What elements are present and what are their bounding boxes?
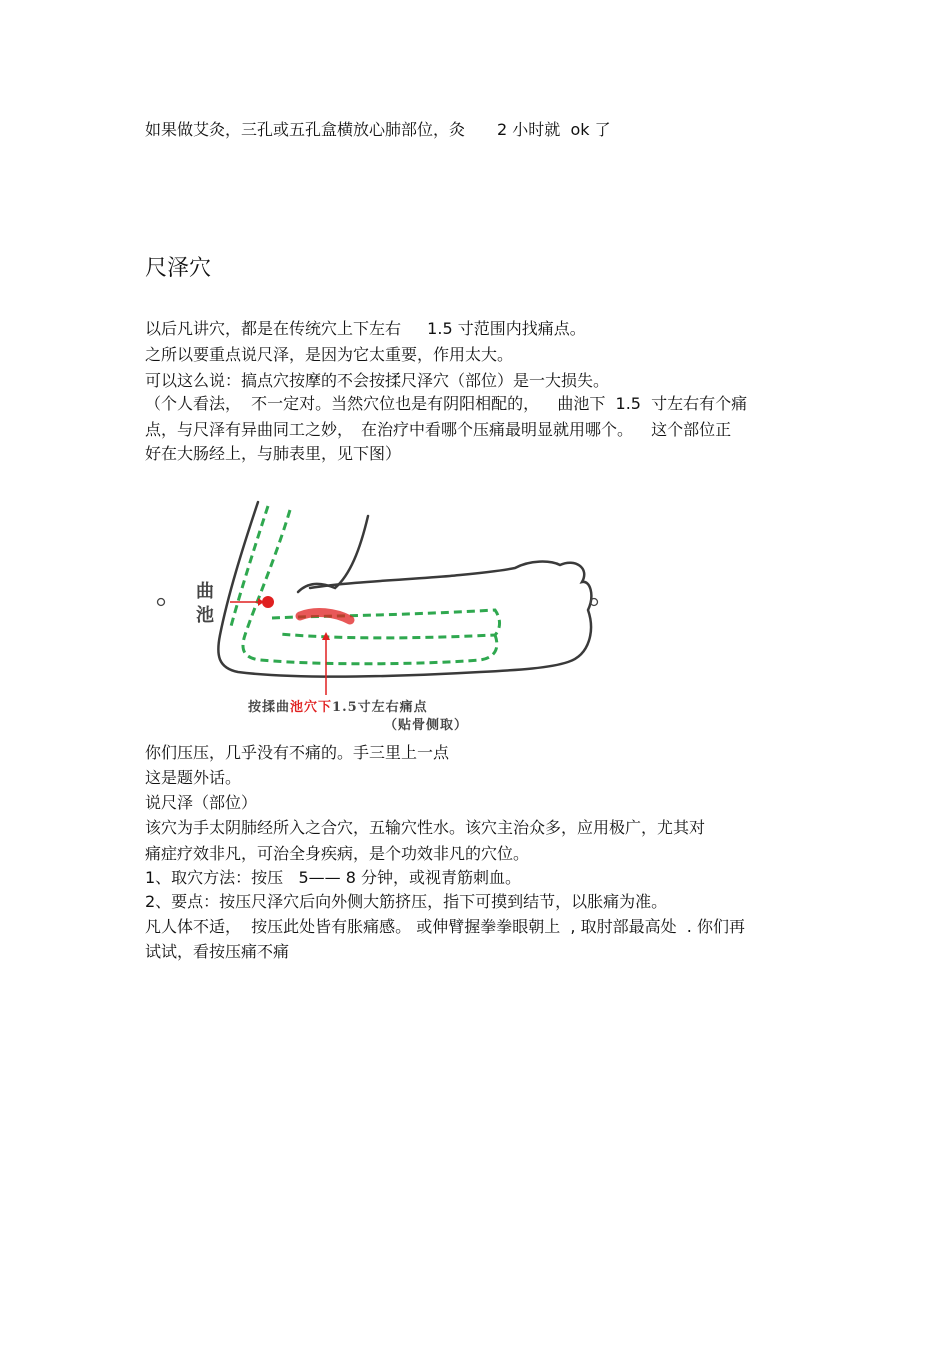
pain-region-highlight: [300, 613, 350, 620]
intro-text: 如果做艾灸，三孔或五孔盒横放心肺部位，灸 2 小时就 ok 了: [145, 120, 611, 139]
arm-acupoint-figure: [150, 470, 600, 740]
figure-caption: [248, 696, 428, 715]
paragraph-line: 以后凡讲穴，都是在传统穴上下左右 1.5 寸范围内找痛点。: [145, 319, 586, 338]
paragraph-line: 可以这么说：搞点穴按摩的不会按揉尺泽穴（部位）是一大损失。: [145, 371, 610, 390]
paragraph-line: 痛症疗效非凡，可治全身疾病，是个功效非凡的穴位。: [145, 844, 530, 863]
paragraph-line: （个人看法， 不一定对。当然穴位也是有阴阳相配的， 曲池下 1.5 寸左右有个痛: [145, 394, 748, 413]
upper-arm-edge: [298, 516, 368, 592]
marker-circle-left: [158, 599, 165, 606]
paragraph-line: 这是题外话。: [145, 768, 242, 787]
paragraph-line: 该穴为手太阴肺经所入之合穴，五输穴性水。该穴主治众多，应用极广，尤其对: [145, 818, 706, 837]
caption-part-1: 按揉曲: [248, 700, 291, 715]
paragraph-line: 2、要点：按压尺泽穴后向外侧大筋挤压，指下可摸到结节，以胀痛为准。: [145, 892, 668, 911]
paragraph-line: 之所以要重点说尺泽，是因为它太重要，作用太大。: [145, 345, 514, 364]
meridian-line-inner: [230, 506, 268, 630]
figure-caption-sub: （贴骨侧取）: [384, 718, 469, 733]
meridian-line-outer: [243, 510, 497, 664]
arm-outline: [218, 502, 591, 677]
paragraph-line: 点，与尺泽有异曲同工之妙， 在治疗中看哪个压痛最明显就用哪个。 这个部位正: [145, 420, 732, 439]
paragraph-line: 试试，看按压痛不痛: [145, 942, 290, 961]
paragraph-line: 1、取穴方法：按压 5—— 8 分钟，或视青筋刺血。: [145, 868, 521, 887]
section-heading: 尺泽穴: [145, 256, 212, 281]
quchi-label: 曲池: [196, 581, 214, 626]
paragraph-line: 你们压压，几乎没有不痛的。手三里上一点: [145, 743, 450, 762]
caption-part-3: 1.5寸左右痛点: [332, 700, 428, 715]
paragraph-line: 好在大肠经上，与肺表里，见下图）: [145, 444, 402, 463]
paragraph-line: 说尺泽（部位）: [145, 793, 258, 812]
caption-part-highlight: 池穴下: [290, 700, 333, 715]
paragraph-line: 凡人体不适， 按压此处皆有胀痛感。 或伸臂握拳拳眼朝上 , 取肘部最高处 . 你们再: [145, 917, 745, 936]
